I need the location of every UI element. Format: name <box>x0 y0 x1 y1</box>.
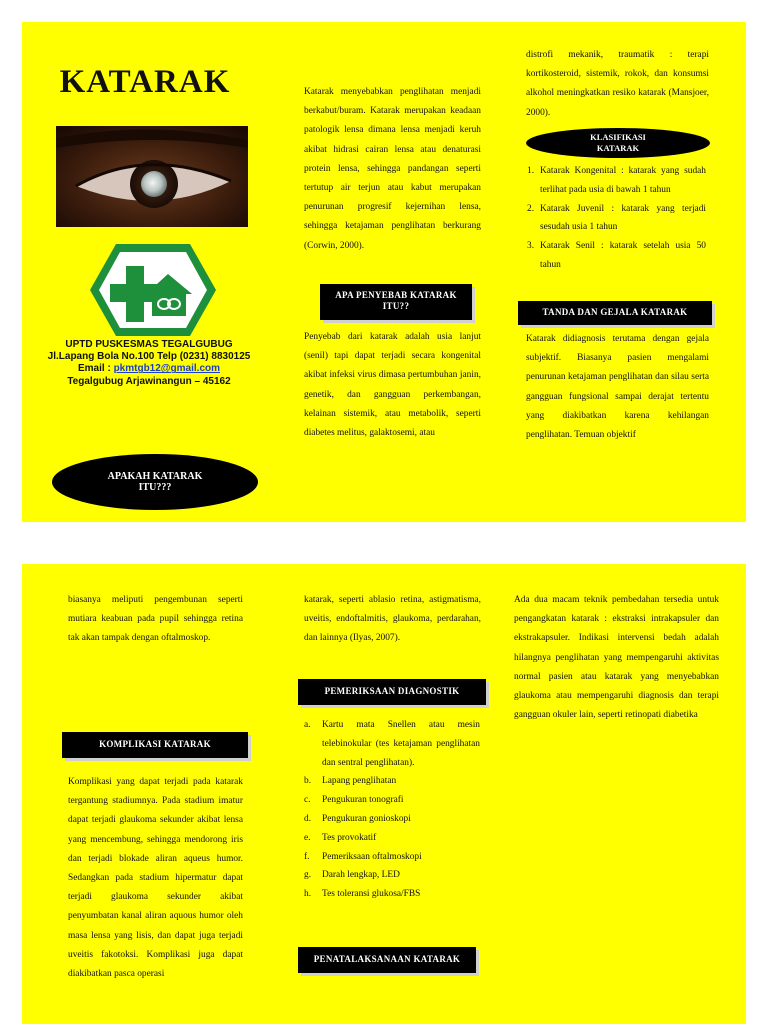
tanda-text: Katarak didiagnosis terutama dengan gejala subjektif. Biasanya pasien mengalami penurunan ketajaman penglihatan dan silau serta gangguan fungsional sampai derajat tertentu yang diakibatkan karena kehilangan penglihatan. Temuan objektif <box>526 334 709 441</box>
cover-column <box>50 62 240 102</box>
intro-text: Katarak menyebabkan penglihatan menjadi berkabut/buram. Katarak merupakan keadaan patologik lensa dimana lensa menjadi keruh akibat hidrasi cairan lensa atau denaturasi protein lensa, sehingga pandangan seperti tertutup air terjun atau kabut merupakan penurunan progresif kejernihan lensa, sehingga ketajaman penglihatan berkurang (Corwin, 2000). <box>304 87 481 251</box>
pemeriksaan-text: Kartu mata Snellen atau mesin telebinokular (tes ketajaman penglihatan dan sentral penglihatan). <box>322 720 480 768</box>
pemeriksaan-item <box>304 866 480 885</box>
pemeriksaan-item <box>304 791 480 810</box>
klasifikasi-text: Katarak Senil : katarak setelah usia 50 tahun <box>540 241 706 270</box>
list-marker: c. <box>304 795 311 806</box>
pemeriksaan-header: PEMERIKSAAN DIAGNOSTIK <box>298 679 486 705</box>
klasifikasi-pill: KLASIFIKASI KATARAK <box>526 128 710 158</box>
penyebab-continued-text: distrofi mekanik, traumatik : terapi kortikosteroid, sistemik, rokok, dan konsumsi alkohol meningkatkan resiko katarak (Mansjoer, 2000). <box>526 50 709 118</box>
list-marker: g. <box>304 870 312 881</box>
klasifikasi-list <box>526 162 706 275</box>
temuan-continued-text: biasanya meliputi pengembunan seperti mutiara keabuan pada pupil sehingga retina tak akan tampak dengan oftalmoskop. <box>68 595 243 644</box>
klasifikasi-item <box>527 200 706 238</box>
pemeriksaan-text: Pengukuran tonografi <box>322 795 404 806</box>
komplikasi-column <box>68 773 243 984</box>
komplikasi-continued-text: katarak, seperti ablasio retina, astigmatisma, uveitis, endoftalmitis, glaukoma, perdarahan, dan lainnya (Ilyas, 2007). <box>304 595 481 644</box>
list-marker: f. <box>304 851 310 862</box>
komplikasi-header: KOMPLIKASI KATARAK <box>62 732 248 758</box>
list-marker: d. <box>304 813 312 824</box>
klasifikasi-item <box>527 237 706 275</box>
inside-col2 <box>304 591 481 649</box>
klasifikasi-text: Katarak Juvenil : katarak yang terjadi sesudah usia 1 tahun <box>540 203 706 233</box>
pemeriksaan-item <box>304 885 480 904</box>
penatalaksanaan-header: PENATALAKSANAAN KATARAK <box>298 947 476 973</box>
email-label: Email : <box>77 363 114 375</box>
klasifikasi-text: Katarak Kongenital : katarak yang sudah terlihat pada usia di bawah 1 tahun <box>540 166 706 195</box>
brochure-page-inside <box>22 564 746 1024</box>
penyebab-column <box>304 328 481 443</box>
list-marker: 2. <box>527 203 535 214</box>
penyebab-header: APA PENYEBAB KATARAK ITU?? <box>320 284 472 320</box>
pemeriksaan-text: Tes provokatif <box>322 832 377 843</box>
list-marker: a. <box>304 720 311 730</box>
list-marker: 3. <box>527 241 535 252</box>
clinic-address: Jl.Lapang Bola No.100 Telp (0231) 8830125 <box>47 351 251 363</box>
pemeriksaan-item <box>304 716 480 772</box>
klasifikasi-item <box>527 162 706 200</box>
pemeriksaan-item <box>304 810 480 829</box>
col3-continuation <box>526 46 709 123</box>
clinic-location: Tegalgubug Arjawinangun – 45162 <box>67 375 231 387</box>
list-marker: h. <box>304 889 312 900</box>
cataract-eye-photo <box>56 126 248 227</box>
penatalaksanaan-text: Ada dua macam teknik pembedahan tersedia untuk pengangkatan katarak : ekstraksi intrakapsuler dan ekstrakapsuler. Indikasi intervensi bedah adalah hilangnya penglihatan yang mempengaruhi aktivitas normal pasien atau katarak yang menyebabkan glaukoma atau mempengaruhi diagnosis dan terapi gangguan okuler lain, seperti retinopati diabetika <box>514 595 719 721</box>
apakah-katarak-pill: APAKAH KATARAK ITU??? <box>52 454 258 510</box>
clinic-email-line <box>44 363 254 375</box>
puskesmas-logo <box>88 240 218 340</box>
inside-col1 <box>68 591 243 649</box>
pemeriksaan-text: Pengukuran gonioskopi <box>322 813 411 824</box>
list-marker: e. <box>304 832 311 843</box>
pemeriksaan-text: Pemeriksaan oftalmoskopi <box>322 851 422 862</box>
pemeriksaan-text: Lapang penglihatan <box>322 776 397 787</box>
pemeriksaan-list <box>304 716 480 904</box>
intro-column <box>304 83 481 256</box>
email-link[interactable]: pkmtgb12@gmail.com <box>113 363 221 375</box>
list-marker: b. <box>304 776 312 787</box>
penyebab-text: Penyebab dari katarak adalah usia lanjut (senil) tapi dapat terjadi secara kongenital akibat infeksi virus dimasa pertumbuhan janin, genetik, dan gangguan perkembangan, kelainan sistemik, atau metabolik, seperti diabetes melitus, galaktosemi, atau <box>304 332 481 439</box>
pemeriksaan-item <box>304 772 480 791</box>
list-marker: 1. <box>527 166 535 176</box>
pemeriksaan-item <box>304 829 480 848</box>
pemeriksaan-text: Darah lengkap, LED <box>322 870 400 881</box>
komplikasi-text: Komplikasi yang dapat terjadi pada katarak tergantung stadiumnya. Pada stadium imatur dapat terjadi glaukoma sekunder akibat lensa yang mencembung, sehingga mendorong iris dan terjadi blokade aliran aqueus humor. Sedangkan pada stadium hipermatur dapat terjadi glaukoma sekunder akibat penyumbatan kanal aliran aquous humor oleh masa lensa yang lisis, dan dapat juga terjadi uveitis fakotoksi. Komplikasi juga dapat diakibatkan pasca operasi <box>68 777 243 980</box>
tanda-column <box>526 330 709 445</box>
pemeriksaan-text: Tes toleransi glukosa/FBS <box>322 889 421 900</box>
tanda-header: TANDA DAN GEJALA KATARAK <box>518 301 712 325</box>
brochure-page-outside <box>22 22 746 522</box>
pemeriksaan-item <box>304 848 480 867</box>
inside-col3 <box>514 591 719 725</box>
clinic-info <box>44 339 254 388</box>
brochure-title: KATARAK <box>59 64 231 100</box>
clinic-name: UPTD PUSKESMAS TEGALGUBUG <box>65 339 233 350</box>
